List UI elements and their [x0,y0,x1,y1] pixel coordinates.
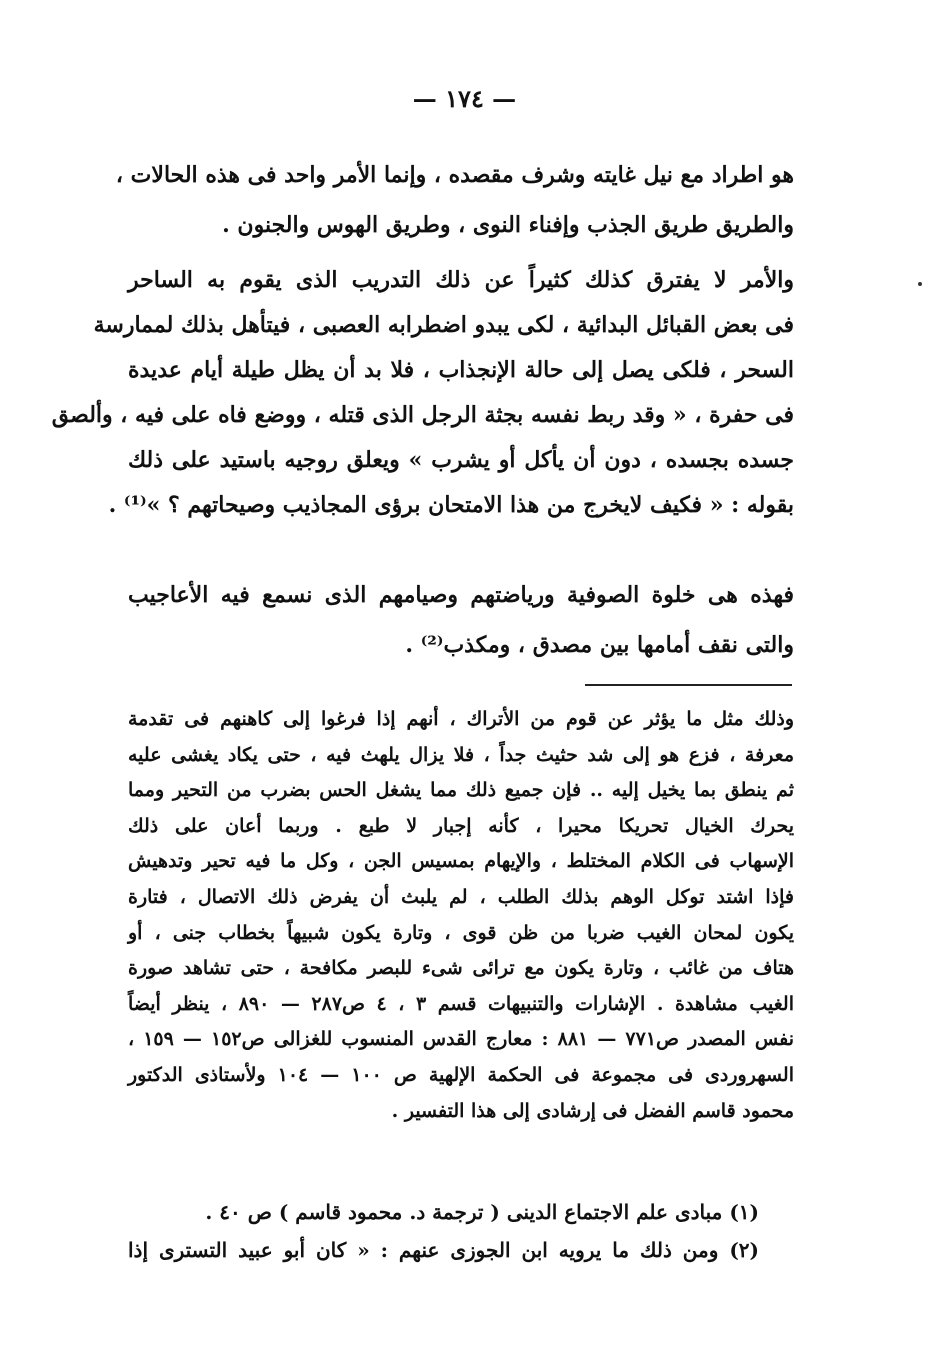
footnote-line: يحرك الخيال تحريكا محيرا ، كأنه إجبار لا طبع . وربما أعان على ذلك [128,814,794,837]
footnote-line: وذلك مثل ما يؤثر عن قوم من الأتراك ، أنهم إذا فرغوا إلى كاهنهم فى تقدمة [128,708,794,730]
footnote-line: هتاف من غائب ، وتارة يكون مع ترائى شىء للبصر مكافحة ، حتى تشاهد صورة [128,957,794,980]
footnote-line: الغيب مشاهدة . الإشارات والتنبيهات قسم ٣ ، ٤ ص٢٨٧ — ٨٩٠ ، ينظر أيضاً [128,992,794,1015]
footnote-line: فإذا اشتد توكل الوهم بذلك الطلب ، لم يلبث أن يفرض ذلك الاتصال ، فتارة [128,885,794,908]
text-line: فى حفرة ، « وقد ربط نفسه بجثة الرجل الذى قتله ، ووضع فاه على فيه ، وألصق [51,402,794,428]
text-line: هو اطراد مع نيل غايته وشرف مقصده ، وإنما الأمر واحد فى هذه الحالات ، [115,162,794,188]
text-line: فى بعض القبائل البدائية ، لكى يبدو اضطرابه العصبى ، فيتأهل بذلك لممارسة [93,312,794,338]
text-line: جسده بجسده ، دون أن يأكل أو يشرب » ويعلق روجيه باستيد على ذلك [128,447,794,473]
footnote-line: يكون لمحان الغيب ضربا من ظن قوى ، وتارة يكون شبيهاً بخطاب جنى ، أو [128,921,794,944]
footnote-line: الإسهاب فى الكلام المختلط ، والإيهام بمسيس الجن ، وكل ما فيه تحير وتدهيش [128,850,794,873]
paragraph-1 [115,150,794,250]
footnote-line: معرفة ، فزع هو إلى شد حثيث جداً ، فلا يزال يلهث فيه ، حتى يكاد يغشى عليه [128,743,794,766]
footnote-1: (١) مبادى علم الاجتماع الدينى ( ترجمة د. محمود قاسم ) ص ٤٠ . [205,1200,759,1224]
text-line: بقوله : « فكيف لايخرج من هذا الامتحان برؤى المجاذيب وصيحاتهم ؟ »⁽¹⁾ . [108,492,794,518]
paragraph-2 [51,258,794,528]
page-number: — ١٧٤ — [412,84,517,113]
text-line: السحر ، فلكى يصل إلى حالة الإنجذاب ، فلا بد أن يظل طيلة أيام عديدة [128,357,794,383]
footnote-line: نفس المصدر ص٧٧١ — ٨٨١ : معارج القدس المنسوب للغزالى ص١٥٢ — ١٥٩ ، [128,1028,794,1051]
footnote-line: السهروردى فى مجموعة فى الحكمة الإلهية ص ١٠٠ — ١٠٤ ولأستاذى الدكتور [128,1063,794,1086]
scan-speck [918,282,922,286]
text-line: فهذه هى خلوة الصوفية ورياضتهم وصيامهم الذى نسمع فيه الأعاجيب [128,582,794,608]
text-line: والأمر لا يفترق كذلك كثيراً عن ذلك التدريب الذى يقوم به الساحر [128,267,794,293]
text-line: والطريق طريق الجذب وإفناء النوى ، وطريق الهوس والجنون . [222,212,794,238]
footnote-divider [585,684,792,686]
footnote-continuation [128,702,794,1129]
paragraph-3 [128,570,794,670]
footnote-line: محمود قاسم الفضل فى إرشادى إلى هذا التفسير . [391,1099,794,1122]
text-line: والتى نقف أمامها بين مصدق ، ومكذب⁽²⁾ . [405,632,794,658]
footnote-line: ثم ينطق بما يخيل إليه .. فإن جميع ذلك مما يشغل الحس بضرب من التحير ومما [128,779,794,802]
footnote-2: (٢) ومن ذلك ما يرويه ابن الجوزى عنهم : « كان أبو عبيد التسترى إذا [128,1238,759,1262]
